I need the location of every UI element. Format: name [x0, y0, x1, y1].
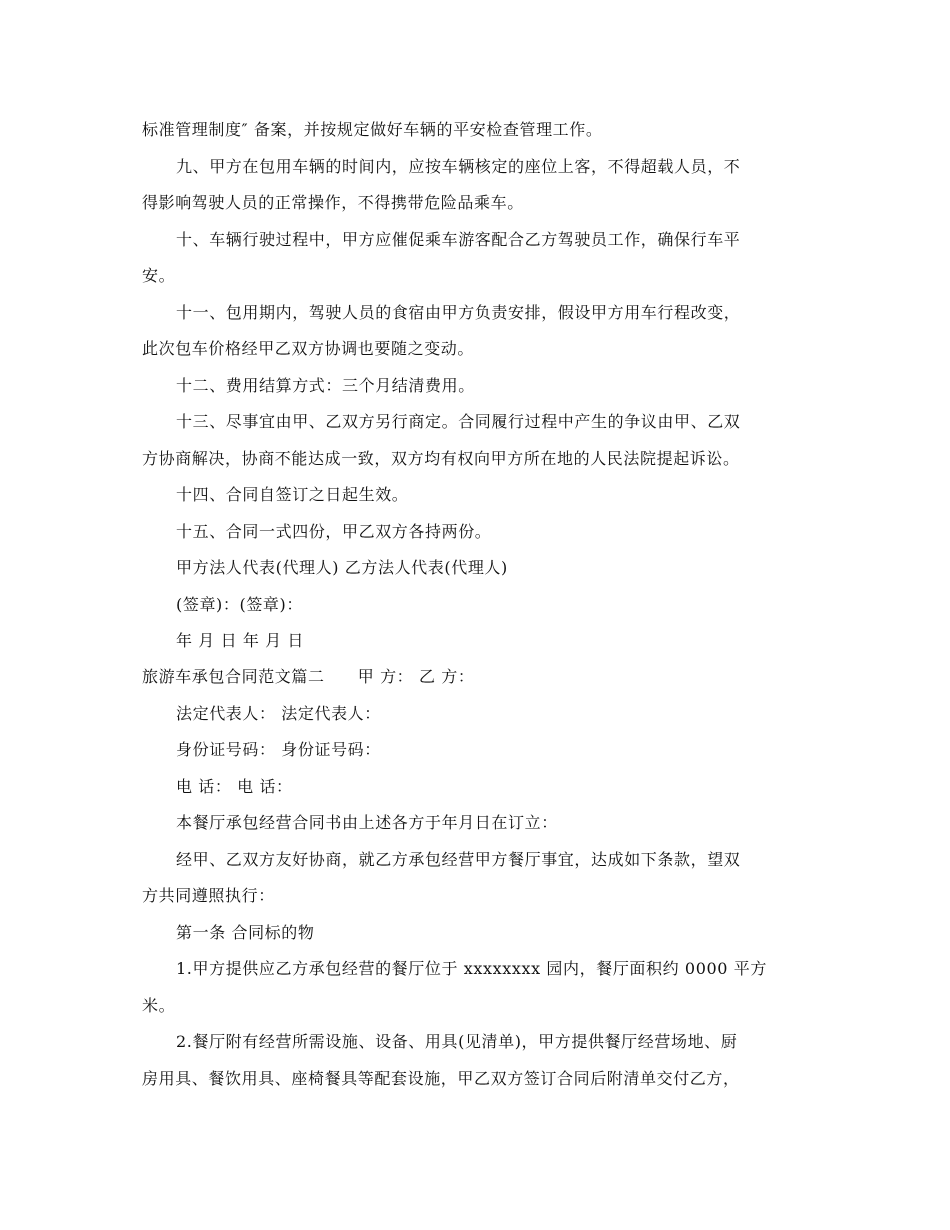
clause-9-line: 九、甲方在包用车辆的时间内，应按车辆核定的座位上客，不得超载人员，不: [176, 157, 741, 176]
clause-13-line: 方协商解决，协商不能达成一致，双方均有权向甲方所在地的人民法院提起诉讼。: [142, 449, 740, 468]
contract-intro-line: 方共同遵照执行：: [142, 886, 275, 905]
clause-9-line: 得影响驾驶人员的正常操作，不得携带危险品乘车。: [142, 193, 524, 212]
paragraph-line: 标准管理制度″ 备案，并按规定做好车辆的平安检查管理工作。: [142, 120, 603, 139]
article-1-item-2-line: 2.餐厅附有经营所需设施、设备、用具(见清单)，甲方提供餐厅经营场地、厨: [176, 1032, 738, 1051]
clause-15-line: 十五、合同一式四份，甲乙双方各持两份。: [176, 522, 492, 541]
section-heading-line: 旅游车承包合同范文篇二 甲 方： 乙 方：: [142, 667, 475, 686]
contract-intro-line: 本餐厅承包经营合同书由上述各方于年月日在订立：: [176, 813, 558, 832]
clause-13-line: 十三、尽事宜由甲、乙双方另行商定。合同履行过程中产生的争议由甲、乙双: [176, 412, 741, 431]
legal-representative-line: 法定代表人： 法定代表人：: [176, 704, 381, 723]
clause-14-line: 十四、合同自签订之日起生效。: [176, 485, 409, 504]
article-1-item-2-line: 房用具、餐饮用具、座椅餐具等配套设施，甲乙双方签订合同后附清单交付乙方，: [142, 1069, 740, 1088]
signature-representatives-line: 甲方法人代表(代理人) 乙方法人代表(代理人): [176, 558, 508, 577]
contract-intro-line: 经甲、乙双方友好协商，就乙方承包经营甲方餐厅事宜，达成如下条款，望双: [176, 850, 741, 869]
clause-12-line: 十二、费用结算方式：三个月结清费用。: [176, 376, 475, 395]
phone-line: 电 话： 电 话：: [176, 777, 293, 796]
article-1-heading: 第一条 合同标的物: [176, 923, 315, 942]
signature-seal-line: (签章)：(签章)：: [176, 595, 303, 614]
clause-10-line: 十、车辆行驶过程中，甲方应催促乘车游客配合乙方驾驶员工作，确保行车平: [176, 230, 741, 249]
clause-11-line: 此次包车价格经甲乙双方协调也要随之变动。: [142, 339, 475, 358]
clause-10-line: 安。: [142, 266, 176, 285]
article-1-item-1-line: 1.甲方提供应乙方承包经营的餐厅位于 xxxxxxxx 园内，餐厅面积约 0000 平方: [176, 959, 767, 978]
article-1-item-1-line: 米。: [142, 996, 176, 1015]
id-number-line: 身份证号码： 身份证号码：: [176, 740, 381, 759]
clause-11-line: 十一、包用期内，驾驶人员的食宿由甲方负责安排，假设甲方用车行程改变，: [176, 303, 741, 322]
signature-date-line: 年 月 日 年 月 日: [176, 631, 305, 650]
